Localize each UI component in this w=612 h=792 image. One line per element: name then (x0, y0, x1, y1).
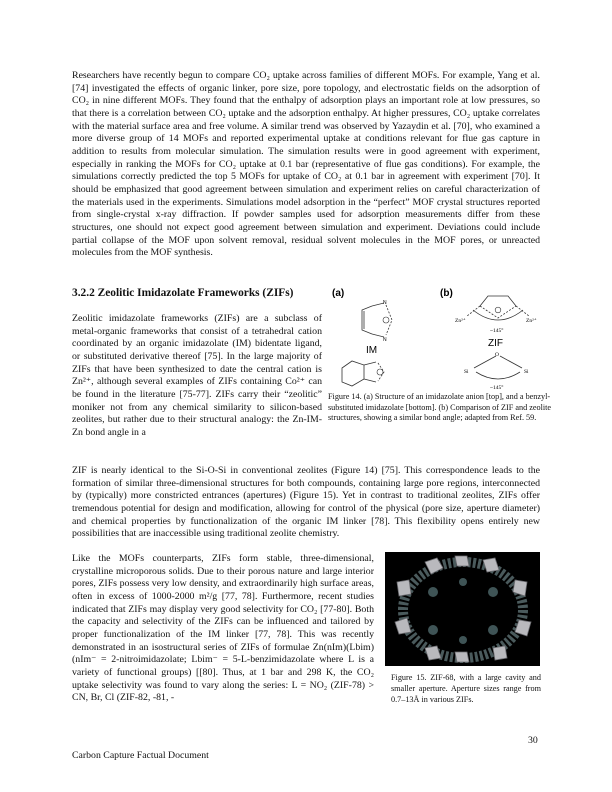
im-label: IM (366, 345, 378, 356)
si-label-right: Si (524, 369, 529, 375)
panel-b-label: (b) (440, 288, 453, 299)
panel-a-label: (a) (332, 288, 345, 299)
zif-angle-label: ~145° (490, 328, 504, 334)
paragraph-zif-properties: Like the MOFs counterparts, ZIFs form stable, three-dimensional, crystalline microporous solids. Due to their porous nature and large interior pores, ZIFs possess very low density, and extraordinarily high surface areas, often in excess of 1000-2000 m²/g [77, 78]. Furthermore, recent studies indicated that ZIFs may display very good selectivity for CO₂ [77-80]. Both the capacity and selectivity of the ZIFs can be influenced and tailored by proper functionalization of the IM linker [77, 78]. This was recently demonstrated in an isostructural series of ZIFs of formulae Zn(nIm)(Lbim) (nIm⁻ = 2-nitroimidazolate; Lbim⁻ = 5-L-benzimidazolate where L is a variety of functional groups) [[80]. Thus, at 1 bar and 298 K, the CO₂ uptake selectivity was found to vary along the series: L = NO₂ (ZIF-78) > CN, Br, Cl (ZIF-82, -81, - (72, 553, 374, 704)
zeolite-bond-angle-icon (474, 356, 522, 379)
zn-label-right: Zn²⁺ (526, 318, 537, 324)
figure-14 (330, 286, 562, 391)
zif-68-framework-icon (385, 552, 540, 666)
paragraph-mof-comparison: Researchers have recently begun to compare CO₂ uptake across families of different MOFs. For example, Yang et al. [74] investigated the effects of organic linker, pore size, pore topology, and electrostatic fields on the adsorption of CO₂ in nine different MOFs. They found that the enthalpy of adsorption plays an important role at low pressures, so that there is a correlation between CO₂ uptake and the adsorption enthalpy. At higher pressures, CO₂ uptake correlates with the material surface area and free volume. A similar trend was observed by Yazaydin et al. [70], who examined a more diverse group of 14 MOFs and reported experimental uptake at conditions relevant for flue gas capture in addition to results from molecular simulation. The simulation results were in good agreement with experiment, especially in ranking the MOFs for CO₂ uptake at 0.1 bar (representative of flue gas conditions). For example, the simulations correctly predicted the top 5 MOFs for uptake of CO₂ at 0.1 bar in agreement with experiment [70]. It should be emphasized that good agreement between simulation and experiment relies on careful characterization of the materials used in the experiments. Simulations model adsorption in the “perfect” MOF crystal structures reported from single-crystal x-ray diffraction. If powder samples used for adsorption measurements differ from these structures, one should not expect good agreement between simulation and experiment. Deviations could include partial collapse of the MOF upon solvent removal, residual solvent molecules in the MOF pores, or unreacted molecules from the MOF synthesis. (72, 70, 540, 259)
page-number: 30 (528, 735, 538, 746)
section-heading: 3.2.2 Zeolitic Imidazolate Frameworks (ZIFs) (72, 287, 294, 299)
zif-bond-angle-icon (467, 296, 529, 320)
zeolite-angle-label: ~145° (490, 385, 504, 391)
paragraph-zif-intro: Zeolitic imidazolate frameworks (ZIFs) are a subclass of metal-organic frameworks that consist of a tetrahedral cation coordinated by an organic imidazolate (IM) bidentate ligand, or substituted derivative thereof [75]. In the large majority of ZIFs that have been synthesized to date the central cation is Zn²⁺, although several examples of ZIFs containing Co²⁺ can be found in the literature [75-77]. ZIFs carry their “zeolitic” moniker not from any chemical similarity to silicon-based zeolites, but rather due to their structural analogy: the Zn-IM-Zn bond angle in a (72, 313, 322, 438)
zif-label: ZIF (488, 338, 503, 349)
imidazolate-structures-diagram (330, 286, 562, 391)
zn-label-left: Zn²⁺ (455, 318, 466, 324)
paragraph-zif-structure: ZIF is nearly identical to the Si-O-Si in conventional zeolites (Figure 14) [75]. This correspondence leads to the formation of similar three-dimensional structures for both compounds, containing large pore regions, interconnected by (typically) more constricted entrances (apertures) (Figure 15). Yet in contrast to traditional zeolites, ZIFs offer tremendous potential for design and modification, allowing for control of the physical (pore size, aperture diameter) and chemical properties by functionalization of the organic IM linker [78]. This flexibility opens entirely new possibilities that are inaccessible using traditional zeolite chemistry. (72, 465, 540, 540)
svg-text:N: N (383, 337, 387, 343)
figure-14-caption: Figure 14. (a) Structure of an imidazolate anion [top], and a benzyl-substituted imidazolate [bottom]. (b) Comparison of ZIF and zeolite structures, showing a similar bond angle; adapted from Ref. 59. (328, 392, 552, 423)
document-footer: Carbon Capture Factual Document (72, 750, 209, 761)
si-label-left: Si (464, 369, 469, 375)
figure-15-image (385, 552, 540, 666)
imidazolate-ring-icon (362, 303, 392, 337)
svg-text:N: N (383, 300, 387, 306)
svg-text:O: O (495, 352, 499, 358)
figure-15-caption: Figure 15. ZIF-68, with a large cavity and smaller aperture. Aperture sizes range from 0.7–13Å in various ZIFs. (391, 673, 541, 704)
